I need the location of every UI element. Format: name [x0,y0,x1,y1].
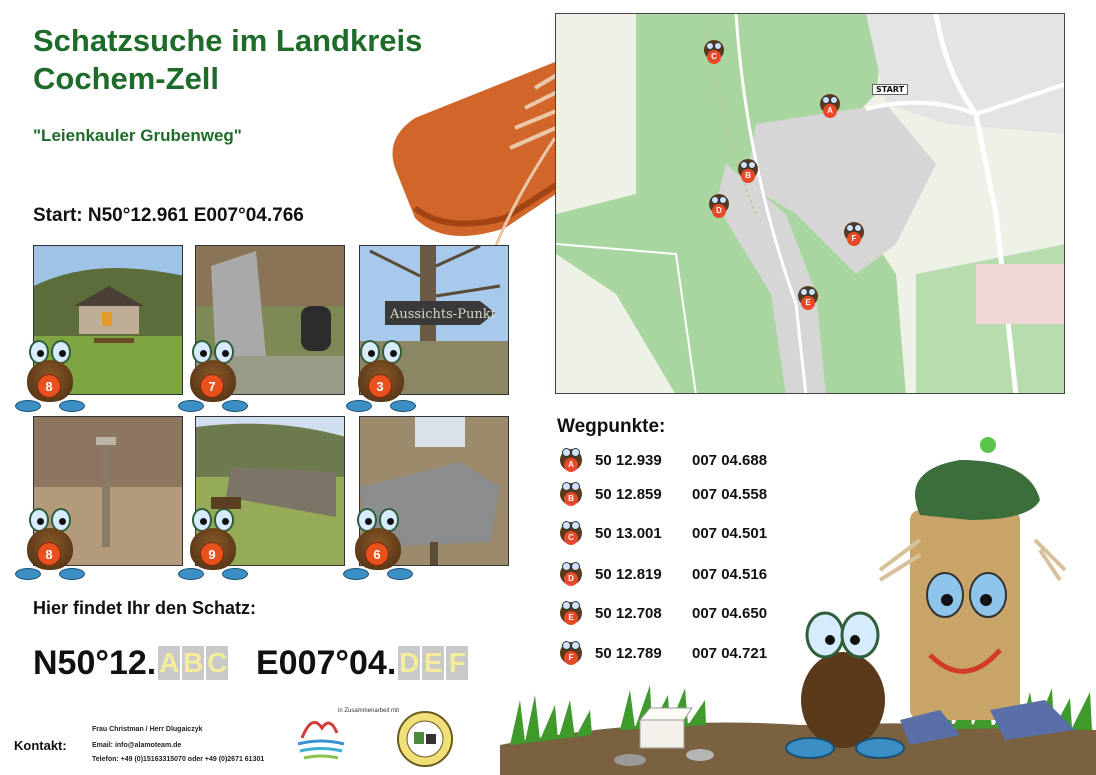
waypoint-row-b: B 50 12.859 007 04.558 [557,480,797,508]
treasure-north-coordinate: N50°12. A B C [33,644,228,682]
map-background [556,14,1065,394]
photo-number: 9 [200,542,224,566]
mascot-badge [15,334,85,414]
trail-map[interactable] [555,13,1065,394]
start-coordinates: Start: N50°12.961 E007°04.766 [33,205,304,226]
photo-number: 6 [365,542,389,566]
signpost-text: Aussichts-Punkt [390,307,496,322]
bug-icon: E [557,599,585,627]
map-pin-f[interactable]: F [842,222,866,248]
contact-names: Frau Christman / Herr Dlugaiczyk [92,726,203,733]
placeholder-d: D [399,647,420,678]
contact-email[interactable]: Email: info@alamoteam.de [92,742,182,749]
bug-icon: F [557,639,585,667]
placeholder-b: B [183,647,204,678]
photo-number: 8 [37,374,61,398]
partner-seal [396,710,454,768]
waypoint-row-e: E 50 12.708 007 04.650 [557,599,797,627]
page-title: Schatzsuche im Landkreis Cochem-Zell [33,23,423,96]
map-pin-b[interactable]: B [736,159,760,185]
mascot-badge [15,502,85,582]
bug-icon: D [557,560,585,588]
bug-icon: C [557,519,585,547]
decorative-scene [500,430,1096,775]
trail-name: "Leienkauler Grubenweg" [33,126,242,145]
bug-icon: A [557,446,585,474]
mascot-badge [346,334,416,414]
map-pin-e[interactable]: E [796,286,820,312]
cooperation-note: in Zusammenarbeit mit [338,708,400,714]
placeholder-c: C [207,647,228,678]
contact-label: Kontakt: [14,738,67,753]
waypoint-row-f: F 50 12.789 007 04.721 [557,639,797,667]
mascot-badge [343,502,413,582]
tourism-logo [292,708,350,766]
map-pin-a[interactable]: A [818,94,842,120]
mascot-badge [178,502,248,582]
map-start-marker[interactable]: START [872,84,908,95]
photo-number: 3 [368,374,392,398]
map-pin-d[interactable]: D [707,194,731,220]
treasure-east-coordinate: E007°04. D E F [256,643,468,683]
photo-number: 8 [37,542,61,566]
waypoint-row-d: D 50 12.819 007 04.516 [557,560,797,588]
map-pin-c[interactable]: C [702,40,726,66]
photo-number: 7 [200,374,224,398]
treasure-heading: Hier findet Ihr den Schatz: [33,598,257,618]
placeholder-e: E [423,647,443,678]
waypoint-row-c: C 50 13.001 007 04.501 [557,519,797,547]
placeholder-a: A [159,647,180,678]
waypoint-row-a: A 50 12.939 007 04.688 [557,446,797,474]
contact-phone[interactable]: Telefon: +49 (0)15163315070 oder +49 (0)2671 61301 [92,756,265,763]
waypoints-heading: Wegpunkte: [557,416,666,437]
bug-icon: B [557,480,585,508]
placeholder-f: F [446,646,468,680]
mascot-badge [178,334,248,414]
